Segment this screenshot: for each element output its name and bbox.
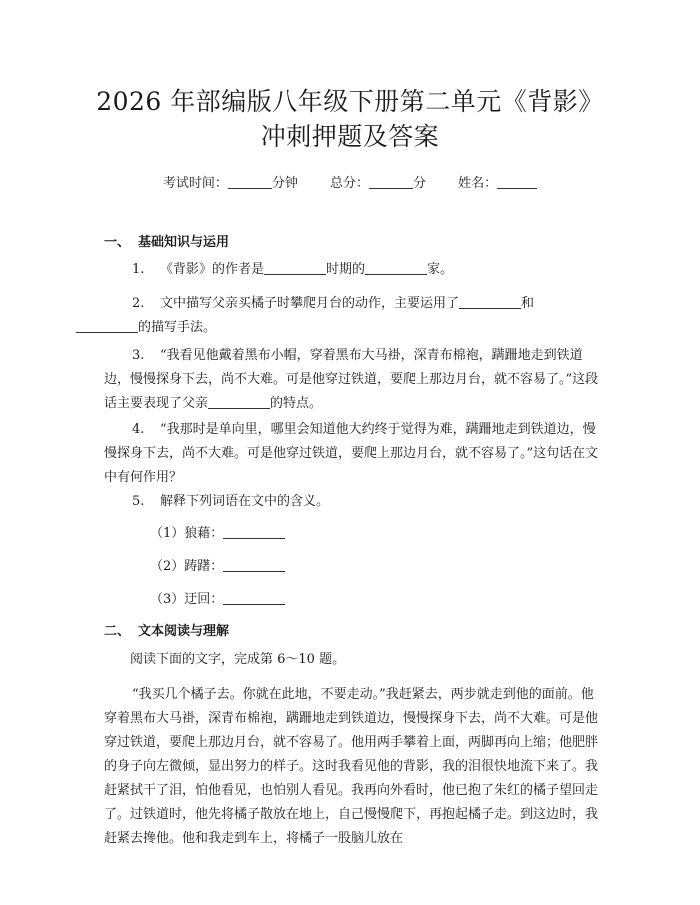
question-4: 4. “我那时是单向里，哪里会知道他大约终于觉得为难，蹒跚地走到铁道边，慢慢探身下去，尚不大难。可是他穿过铁道，要爬上那边月台，就不容易了。”这句话在文中有何作用？ xyxy=(104,422,599,485)
reading-intro: 阅读下面的文字，完成第 6～10 题。 xyxy=(130,652,346,667)
answer-blank[interactable] xyxy=(264,260,326,275)
score-blank[interactable] xyxy=(369,174,413,189)
section-1-number: 一、 xyxy=(104,235,131,250)
question-1: 1. 《背影》的作者是 时期的 家。 xyxy=(132,262,454,277)
question-2: 2. 文中描写父亲买橘子时攀爬月台的动作，主要运用了 和 的描写手法。 xyxy=(104,292,600,340)
q5-item-3: （3）迂回： xyxy=(150,588,285,612)
section-1-title: 基础知识与运用 xyxy=(138,235,230,250)
answer-blank[interactable] xyxy=(223,557,285,572)
reading-passage: “我买几个橘子去。你就在此地，不要走动。”我赶紧去，两步就走到他的面前。他穿着黑布大马褂，深青布棉袍，蹒跚地走到铁道边，慢慢探身下去，尚不大难。可是他穿过铁道，要爬上那边月台，就不容易了。他用两手攀着上面，两脚再向上缩；他肥胖的身子向左微倾，显出努力的样子。这时我看见他的背影，我的泪很快地流下来了。我赶紧拭干了泪，怕他看见，也怕别人看见。我再向外看时，他已抱了朱红的橘子望回走了。过铁道时，他先将橘子散放在地上，自己慢慢爬下，再抱起橘子走。到这边时，我赶紧去搀他。他和我走到车上，将橘子一股脑儿放在 xyxy=(104,687,599,846)
q5-item-1: （1）狼藉： xyxy=(150,522,285,546)
title-line-1: 2026 年部编版八年级下册第二单元《背影》 xyxy=(96,87,604,116)
answer-blank[interactable] xyxy=(223,524,285,539)
exam-info xyxy=(0,172,700,191)
score-unit: 分 xyxy=(413,176,427,191)
time-unit: 分钟 xyxy=(271,176,298,191)
section-2-number: 二、 xyxy=(104,624,131,639)
time-label: 考试时间： xyxy=(162,176,228,191)
section-2-title: 文本阅读与理解 xyxy=(138,624,230,639)
question-5: 5. 解释下列词语在文中的含义。 xyxy=(132,494,330,509)
section-1-heading xyxy=(104,231,229,250)
answer-blank[interactable] xyxy=(76,318,138,333)
title-line-2: 冲刺押题及答案 xyxy=(260,122,440,151)
name-blank[interactable] xyxy=(497,174,537,189)
question-3: 3. “我看见他戴着黑布小帽，穿着黑布大马褂，深青布棉袍，蹒跚地走到铁道边，慢慢探身下去，尚不大难。可是他穿过铁道，要爬上那边月台，就不容易了。”这段话主要表现了父亲 的特点。 xyxy=(104,348,599,411)
answer-blank[interactable] xyxy=(223,590,285,605)
q5-item-2: （2）踌躇： xyxy=(150,555,285,579)
name-label: 姓名： xyxy=(458,176,498,191)
answer-blank[interactable] xyxy=(365,260,427,275)
answer-blank[interactable] xyxy=(208,394,270,409)
time-blank[interactable] xyxy=(228,174,272,189)
answer-blank[interactable] xyxy=(459,294,521,309)
score-label: 总分： xyxy=(329,176,369,191)
section-2-heading xyxy=(104,620,229,639)
